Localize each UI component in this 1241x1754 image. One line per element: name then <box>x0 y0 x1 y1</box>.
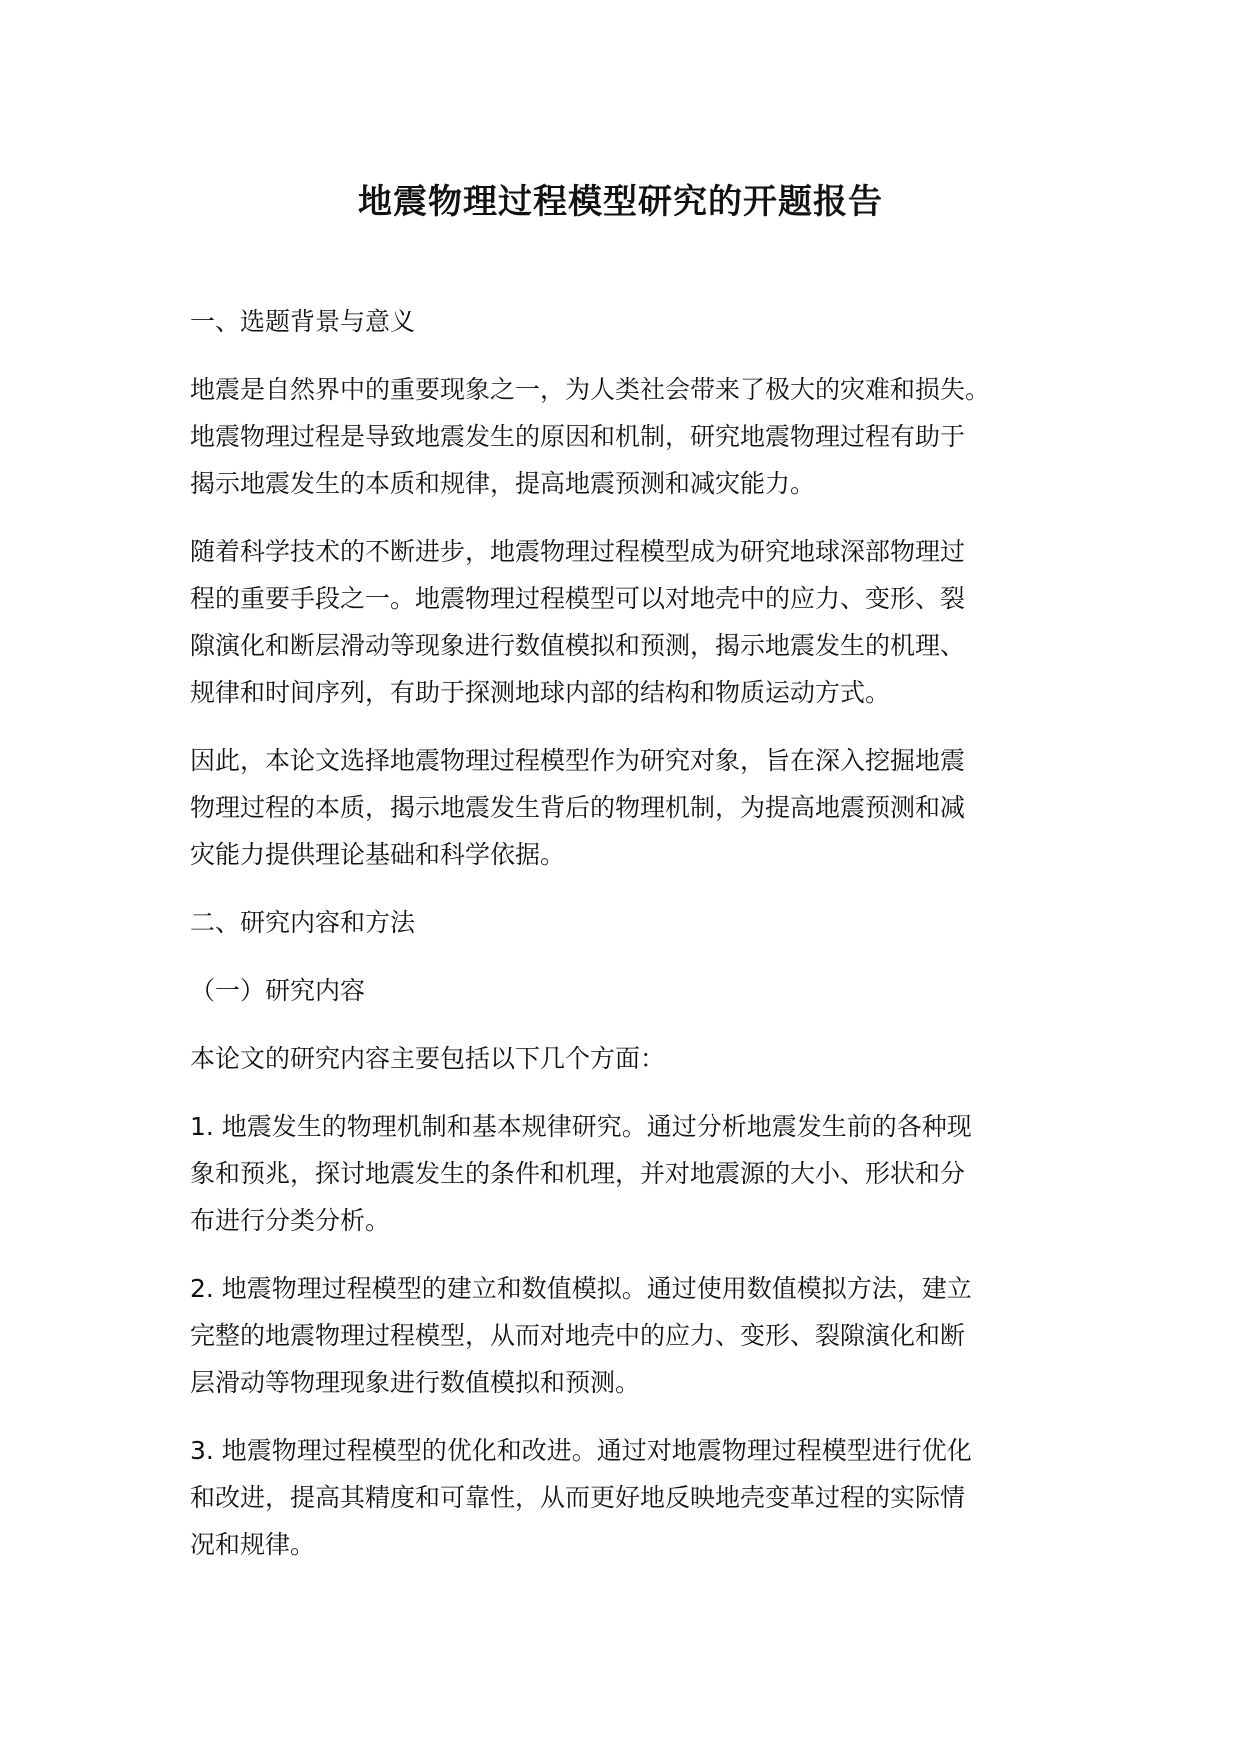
paragraph <box>190 528 1090 716</box>
text-line: 地震是自然界中的重要现象之一，为人类社会带来了极大的灾难和损失。 <box>190 375 991 404</box>
paragraph <box>190 366 1090 507</box>
document-body <box>190 298 1090 1568</box>
text-line: 3. 地震物理过程模型的优化和改进。通过对地震物理过程模型进行优化 <box>190 1436 972 1465</box>
text-line: 况和规律。 <box>190 1530 316 1559</box>
text-line: 地震物理过程是导致地震发生的原因和机制，研究地震物理过程有助于 <box>190 422 966 451</box>
text-line: 布进行分类分析。 <box>190 1206 391 1235</box>
text-line: 层滑动等物理现象进行数值模拟和预测。 <box>190 1368 641 1397</box>
subsection-heading: （一）研究内容 <box>190 976 366 1005</box>
text-line: 1. 地震发生的物理机制和基本规律研究。通过分析地震发生前的各种现 <box>190 1112 972 1141</box>
text-line: 随着科学技术的不断进步，地震物理过程模型成为研究地球深部物理过 <box>190 537 966 566</box>
section-heading: 一、选题背景与意义 <box>190 307 416 336</box>
text-line: 隙演化和断层滑动等现象进行数值模拟和预测，揭示地震发生的机理、 <box>190 631 966 660</box>
text-line: 2. 地震物理过程模型的建立和数值模拟。通过使用数值模拟方法，建立 <box>190 1274 972 1303</box>
text-line: 程的重要手段之一。地震物理过程模型可以对地壳中的应力、变形、裂 <box>190 584 966 613</box>
text-line: 灾能力提供理论基础和科学依据。 <box>190 840 566 869</box>
list-item <box>190 1103 1090 1244</box>
list-item <box>190 1427 1090 1568</box>
paragraph <box>190 737 1090 878</box>
paragraph: 本论文的研究内容主要包括以下几个方面： <box>190 1044 666 1073</box>
text-line: 完整的地震物理过程模型，从而对地壳中的应力、变形、裂隙演化和断 <box>190 1321 966 1350</box>
text-line: 象和预兆，探讨地震发生的条件和机理，并对地震源的大小、形状和分 <box>190 1159 966 1188</box>
text-line: 和改进，提高其精度和可靠性，从而更好地反映地壳变革过程的实际情 <box>190 1483 966 1512</box>
text-line: 物理过程的本质，揭示地震发生背后的物理机制，为提高地震预测和减 <box>190 793 966 822</box>
text-line: 揭示地震发生的本质和规律，提高地震预测和减灾能力。 <box>190 469 816 498</box>
list-item <box>190 1265 1090 1406</box>
text-line: 规律和时间序列，有助于探测地球内部的结构和物质运动方式。 <box>190 678 891 707</box>
text-line: 因此，本论文选择地震物理过程模型作为研究对象，旨在深入挖掘地震 <box>190 746 966 775</box>
section-heading: 二、研究内容和方法 <box>190 908 416 937</box>
document-title: 地震物理过程模型研究的开题报告 <box>358 182 883 222</box>
